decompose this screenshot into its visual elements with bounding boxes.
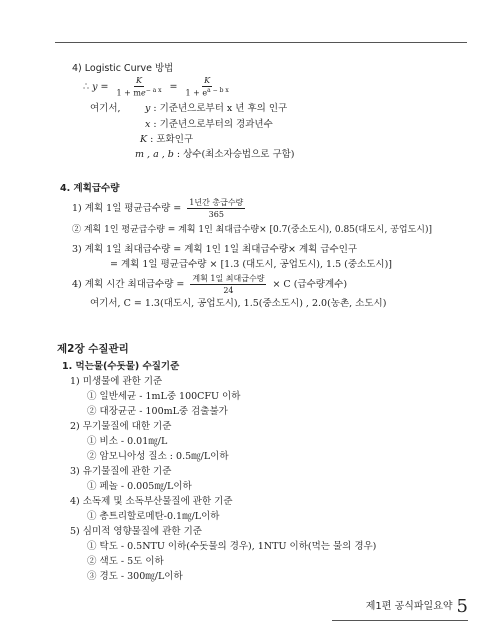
fraction-1-exponent: − a x: [145, 87, 162, 95]
logistic-heading: 4) Logistic Curve 방법: [72, 63, 174, 74]
formula-eq1: =: [100, 81, 109, 93]
logistic-fraction-2: [184, 76, 231, 98]
criteria-line: ③ 경도 - 300㎎/L이하: [87, 571, 183, 582]
page-footer: [366, 596, 468, 617]
criteria-line: ② 암모니아성 질소 : 0.5㎎/L이하: [87, 451, 229, 462]
item-1-label: 1) 계획 1일 평균급수량 =: [72, 203, 182, 215]
item-3-line-2: = 계획 1일 평균급수량 × [1.3 (대도시, 공업도시), 1.5 (중소도시)]: [110, 259, 392, 270]
item-1-fraction: [187, 198, 245, 219]
definition-x: [145, 119, 273, 130]
criteria-line: 1) 미생물에 관한 기준: [70, 376, 163, 387]
section-4-title: 4. 계획급수량: [60, 183, 120, 194]
subsection-1-title: 1. 먹는물(수돗물) 수질기준: [62, 361, 180, 372]
criteria-line: ② 색도 - 5도 이하: [87, 556, 164, 567]
definition-text: : 기준년으로부터 x 년 후의 인구: [153, 103, 288, 114]
criteria-line: 5) 심미적 영향물질에 관한 기준: [70, 526, 202, 537]
fraction-2-exponent: a − b x: [207, 87, 229, 95]
definition-text: : 상수(최소자승법으로 구함): [176, 149, 295, 160]
criteria-line: 3) 유기물질에 관한 기준: [70, 466, 172, 477]
criteria-line: 2) 무기물질에 대한 기준: [70, 421, 172, 432]
definition-text: : 기준년으로부터의 경과년수: [153, 119, 273, 130]
item-1: [72, 198, 248, 219]
fraction-2-denominator: 1 + e: [185, 88, 208, 98]
fraction-2-numerator: K: [204, 76, 211, 85]
item-4-tail: × C (급수량계수): [272, 279, 348, 291]
where-label: 여기서,: [90, 103, 121, 114]
definition-text: : 포화인구: [150, 134, 194, 145]
logistic-fraction-1: [114, 76, 163, 98]
definition-symbol: K: [140, 134, 148, 145]
item-3-line-1: 3) 계획 1일 최대급수량 = 계획 1인 1일 최대급수량× 계획 급수인구: [72, 244, 358, 255]
bottom-rule: [332, 620, 468, 621]
definition-k: [140, 134, 193, 145]
criteria-line: ① 탁도 - 0.5NTU 이하(수돗물의 경우), 1NTU 이하(먹는 물의 경우): [87, 541, 377, 552]
item-4-where: 여기서, C = 1.3(대도시, 공업도시), 1.5(중소도시) , 2.0(농촌, 소도시): [90, 298, 387, 309]
definition-y: [145, 103, 287, 114]
definition-symbol: m , a , b: [135, 149, 174, 160]
criteria-line: ② 대장균군 - 100mL중 검출불가: [87, 406, 228, 417]
formula-y: y: [92, 81, 98, 93]
item-4-numerator: 계획 1일 최대급수량: [190, 274, 266, 285]
chapter-2-title: 제2장 수질관리: [57, 343, 129, 355]
therefore-symbol: ∴: [83, 81, 90, 93]
definition-symbol: y: [145, 103, 151, 114]
item-4: [72, 274, 347, 295]
fraction-1-numerator: K: [136, 76, 142, 85]
item-4-fraction: [190, 274, 266, 295]
logistic-formula: [83, 76, 234, 98]
definition-constants: [135, 149, 295, 160]
page-number: 5: [456, 596, 468, 617]
item-4-label: 4) 계획 시간 최대급수량 =: [72, 279, 185, 291]
fraction-1-denominator-e: e: [140, 88, 146, 98]
footer-text: 제1편 공식파일요약: [365, 601, 453, 612]
criteria-line: 4) 소독제 및 소독부산물질에 관한 기준: [70, 496, 233, 507]
fraction-1-denominator: 1 + m: [116, 88, 141, 98]
criteria-line: ① 총트리할로메탄-0.1㎎/L이하: [87, 511, 220, 522]
criteria-line: ① 비소 - 0.01㎎/L: [87, 436, 168, 447]
item-1-denominator: 365: [208, 210, 224, 220]
item-2: ② 계획 1인 평균급수량 = 계획 1인 최대급수량× [0.7(중소도시), 0.85(대도시, 공업도시)]: [72, 225, 433, 235]
criteria-line: ① 일반세균 - 1mL중 100CFU 이하: [87, 391, 241, 402]
top-rule: [55, 42, 467, 43]
formula-eq2: =: [169, 81, 178, 93]
criteria-line: ① 페놀 - 0.005㎎/L이하: [87, 481, 192, 492]
definition-symbol: x: [145, 119, 151, 130]
item-4-denominator: 24: [223, 286, 234, 296]
item-1-numerator: 1년간 총급수량: [187, 198, 245, 209]
